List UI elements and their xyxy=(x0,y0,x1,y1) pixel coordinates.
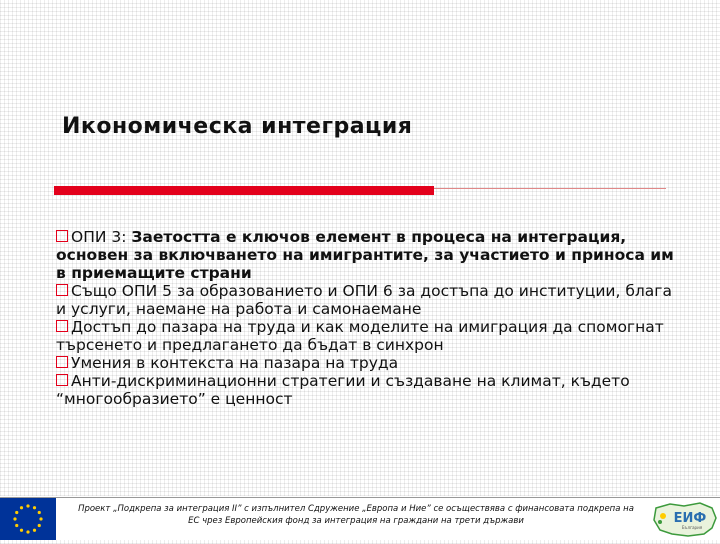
title-underline-bar xyxy=(54,186,434,195)
bullet-item xyxy=(56,372,678,408)
bullet-text: Заетостта е ключов елемент в процеса на интеграция, основен за включването на имигрантите, за участието и приноса им в приемащите страни xyxy=(56,228,674,282)
bullet-box-icon xyxy=(56,374,68,386)
slide-title: Икономическа интеграция xyxy=(62,114,413,139)
footer-text xyxy=(62,503,650,527)
bullet-box-icon xyxy=(56,230,68,242)
bullet-item xyxy=(56,228,678,282)
eu-star xyxy=(38,524,41,527)
eu-star xyxy=(39,517,42,520)
bulgaria-map-icon xyxy=(650,498,720,540)
eu-star xyxy=(33,506,36,509)
bullet-box-icon xyxy=(56,320,68,332)
bullet-prefix: ОПИ 3: xyxy=(71,228,132,246)
eu-star xyxy=(20,529,23,532)
logo-subtext: България xyxy=(681,525,703,530)
bullet-text: Също ОПИ 5 за образованието и ОПИ 6 за достъпа до институции, блага и услуги, наемане на работа и самонаемане xyxy=(56,282,672,318)
eu-star xyxy=(13,517,16,520)
eu-flag-icon xyxy=(0,498,56,540)
bullet-item xyxy=(56,318,678,354)
footer-line-2: ЕС чрез Европейския фонд за интеграция на граждани на трети държави xyxy=(188,516,524,526)
eu-stars-icon xyxy=(0,498,56,540)
eu-star xyxy=(26,504,29,507)
eif-logo xyxy=(650,498,720,540)
logo-text: ЕИФ xyxy=(673,511,707,526)
bullet-list xyxy=(56,228,678,408)
bullet-text: Умения в контекста на пазара на труда xyxy=(71,354,399,372)
eu-star xyxy=(20,506,23,509)
bullet-box-icon xyxy=(56,284,68,296)
eu-star xyxy=(15,524,18,527)
title-underline-line xyxy=(434,188,666,189)
bullet-box-icon xyxy=(56,356,68,368)
bullet-text: Достъп до пазара на труда и как моделите на имиграция да спомогнат търсенето и предлагането да бъдат в синхрон xyxy=(56,318,664,354)
footer-line-1: Проект „Подкрепа за интеграция II” с изпълнител Сдружение „Европа и Ние” се осъществява с финансовата подкрепа на xyxy=(78,504,634,514)
bullet-item xyxy=(56,354,678,372)
bullet-item xyxy=(56,282,678,318)
eu-star xyxy=(33,529,36,532)
eu-star xyxy=(26,530,29,533)
eu-star xyxy=(38,511,41,514)
bullet-text: Анти-дискриминационни стратегии и създаване на климат, където “многообразието” е ценност xyxy=(56,372,630,408)
footer-divider xyxy=(0,497,720,498)
eu-star xyxy=(15,511,18,514)
